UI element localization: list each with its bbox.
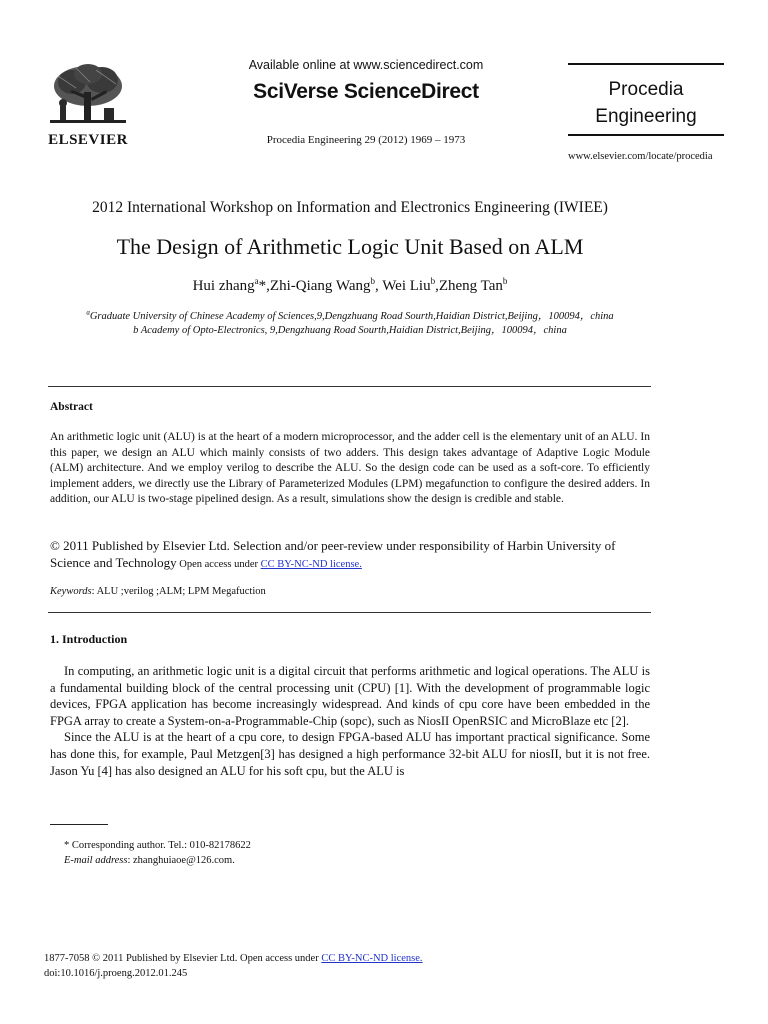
author-name: Hui zhang: [192, 278, 255, 294]
abstract-body: An arithmetic logic unit (ALU) is at the heart of a modern microprocessor, and the adder cell is the elementary unit of an ALU. In this paper, we design an ALU which mainly consists of two adders. This design takes advantage of Adaptive Logic Module (ALM) architecture. And we employ verilog to describe the ALU. So the design code can be used as a soft-core. To efficiently implement adders, we directly use the Library of Parameterized Modules (LPM) megafunction to configure the desired adders. In addition, our ALU is two-stage pipelined design. As a result, simulations show the design is credible and stable.: [50, 431, 650, 505]
elsevier-tree-icon: [46, 62, 130, 132]
affiliation-a: [0, 308, 700, 323]
email-address: : zhanghuiaoe@126.com.: [127, 855, 235, 866]
license-link[interactable]: CC BY-NC-ND license.: [260, 559, 362, 570]
footnote-rule: [50, 824, 108, 825]
author-name: Zheng Tan: [438, 278, 503, 294]
license-link[interactable]: CC BY-NC-ND license.: [321, 953, 423, 964]
affiliation-a-mark: a: [86, 308, 90, 317]
procedia-top-rule: [568, 63, 724, 65]
paragraph: Since the ALU is at the heart of a cpu core, to design FPGA-based ALU has important practical significance. Some has done this, for example, Paul Metzgen[3] has designed a high performance 32-bit ALU for niosII, but it is not free. Jason Yu [4] has also designed an ALU for his soft cpu, but the ALU is: [50, 730, 650, 778]
sciverse-sciencedirect-logo: SciVerse ScienceDirect: [253, 80, 479, 103]
keywords-line: [50, 586, 266, 597]
introduction-body: [50, 663, 650, 779]
author-affiliation-mark: b: [430, 276, 436, 286]
introduction-heading: 1. Introduction: [50, 632, 128, 646]
paper-title: The Design of Arithmetic Logic Unit Based on ALM: [116, 234, 584, 259]
author-list: [0, 276, 700, 295]
publisher-wordmark: ELSEVIER: [48, 132, 128, 148]
copyright-text: © 2011 Published by Elsevier Ltd. Selection and/or peer-review under responsibility of Harbin University of Science and Technology: [50, 538, 616, 570]
procedia-url-link[interactable]: www.elsevier.com/locate/procedia: [568, 151, 713, 162]
elsevier-tree-logo-graphic: [46, 62, 130, 132]
section-divider: [48, 612, 651, 613]
doi-line[interactable]: doi:10.1016/j.proeng.2012.01.245: [44, 968, 188, 979]
email-label: E-mail address: [64, 855, 128, 866]
issn-line: [44, 953, 423, 964]
procedia-line-1: Procedia: [608, 79, 684, 100]
copyright-statement: [50, 537, 650, 573]
author-name: Wei Liu: [382, 278, 431, 294]
author-separator: ,: [374, 278, 383, 294]
affiliation-b: b Academy of Opto-Electronics, 9,Dengzhuang Road Sourth,Haidian District,Beijing，100094，china: [133, 325, 567, 336]
procedia-engineering-logo: [568, 76, 724, 130]
section-divider: [48, 386, 651, 387]
conference-name: 2012 International Workshop on Information and Electronics Engineering (IWIEE): [92, 199, 608, 216]
author-name: Zhi-Qiang Wang: [269, 278, 371, 294]
procedia-line-2: Engineering: [595, 106, 697, 127]
open-access-text: Open access under: [176, 559, 261, 570]
procedia-bottom-rule: [568, 134, 724, 136]
email-note: [64, 855, 235, 866]
corresponding-author-note: * Corresponding author. Tel.: 010-82178622: [64, 840, 251, 851]
author-affiliation-mark: a: [254, 276, 259, 286]
author-affiliation-mark: b: [502, 276, 508, 286]
affiliation-a-text: Graduate University of Chinese Academy of Sciences,9,Dengzhuang Road Sourth,Haidian District,Beijing，100094，china: [89, 311, 614, 322]
author-affiliation-mark: b: [370, 276, 375, 286]
abstract-heading: Abstract: [50, 401, 93, 413]
paragraph: In computing, an arithmetic logic unit is a digital circuit that performs arithmetic and logical operations. The ALU is a fundamental building block of the central processing unit (CPU) [1]. With the development of programmable logic devices, FPGA application has become increasingly widespread. And kinds of cpu core have been embedded in the FPGA array to create a System-on-a-Programmable-Chip (sopc), such as NiosII OpenRSIC and MicroBlaze etc [2].: [50, 664, 650, 728]
author-separator: *,: [258, 278, 270, 294]
journal-reference: Procedia Engineering 29 (2012) 1969 – 1973: [266, 134, 466, 146]
author-separator: ,: [435, 278, 439, 294]
keywords-label: Keywords: [50, 586, 92, 597]
issn-text: 1877-7058 © 2011 Published by Elsevier Ltd. Open access under: [44, 953, 322, 964]
available-online-text: Available online at www.sciencedirect.com: [248, 58, 484, 72]
keywords-list: : ALU ;verilog ;ALM; LPM Megafuction: [91, 586, 266, 597]
